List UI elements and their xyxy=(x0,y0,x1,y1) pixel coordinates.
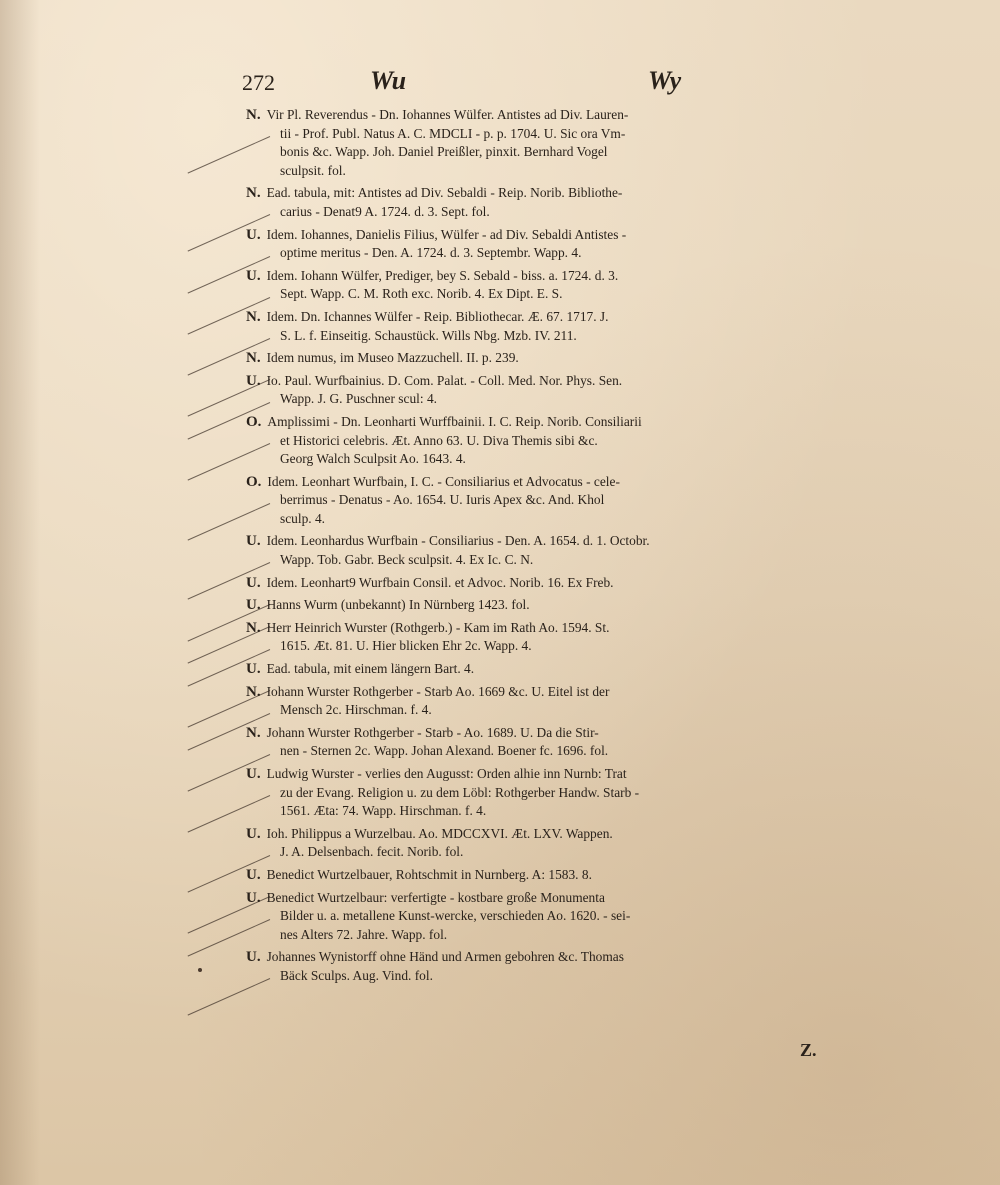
entry-text: Johannes Wynistorff ohne Händ und Armen gebohren &c. Thomas xyxy=(266,949,624,965)
entry-text: Idem. Iohannes, Danielis Filius, Wülfer - ad Div. Sebaldi Antistes - xyxy=(266,226,627,242)
entry-code: U. xyxy=(246,825,261,842)
entry-code: U. xyxy=(246,372,261,389)
entry-code: U. xyxy=(246,574,261,591)
entry-line xyxy=(246,574,826,593)
entry-code: N. xyxy=(246,308,261,325)
entry-line xyxy=(246,372,826,391)
entry-text: optime meritus - Den. A. 1724. d. 3. Septembr. Wapp. 4. xyxy=(280,245,582,261)
entry-line xyxy=(246,967,826,986)
entry-text: Idem. Dn. Ichannes Wülfer - Reip. Bibliothecar. Æ. 67. 1717. J. xyxy=(266,308,609,324)
page-number: 272 xyxy=(242,70,275,95)
entry-line xyxy=(246,143,826,162)
entry-text: 1615. Æt. 81. U. Hier blicken Ehr 2c. Wapp. 4. xyxy=(280,638,532,654)
entry-text: et Historici celebris. Æt. Anno 63. U. Diva Themis sibi &c. xyxy=(280,432,598,448)
entry-text: Vir Pl. Reverendus - Dn. Iohannes Wülfer. Antistes ad Div. Lauren- xyxy=(266,107,629,122)
entry-line xyxy=(246,432,826,451)
entry-code: U. xyxy=(246,949,261,966)
entry-text: S. L. f. Einseitig. Schaustück. Wills Nbg. Mzb. IV. 211. xyxy=(280,327,577,343)
entry-code: N. xyxy=(246,185,261,202)
entry-line xyxy=(246,308,826,327)
entry-code: U. xyxy=(246,889,261,906)
entry-code: U. xyxy=(246,766,261,782)
entry-code: U. xyxy=(246,267,261,284)
catalog-entry xyxy=(246,413,826,469)
entry-text: 1561. Æta: 74. Wapp. Hirschman. f. 4. xyxy=(280,803,487,819)
entry-code: U. xyxy=(246,866,261,883)
entry-text: tii - Prof. Publ. Natus A. C. MDCLI - p. p. 1704. U. Sic ora Vm- xyxy=(280,125,626,141)
entry-line xyxy=(246,551,826,570)
entry-line xyxy=(246,619,826,638)
entry-text: Benedict Wurtzelbaur: verfertigte - kostbare große Monumenta xyxy=(266,889,605,905)
entry-text: Ludwig Wurster - verlies den Augusst: Orden alhie inn Nurnb: Trat xyxy=(266,766,627,781)
catalog-entry xyxy=(246,619,826,656)
catalog-entry xyxy=(246,184,826,221)
entry-text: Benedict Wurtzelbauer, Rohtschmit in Nurnberg. A: 1583. 8. xyxy=(266,866,592,882)
entry-line xyxy=(246,825,826,844)
catalog-entry xyxy=(246,226,826,263)
entry-text: J. A. Delsenbach. fecit. Norib. fol. xyxy=(280,844,464,860)
catalog-entry xyxy=(246,574,826,593)
entry-line xyxy=(246,327,826,346)
catalog-entry xyxy=(246,825,826,862)
entry-line xyxy=(246,285,826,304)
catalog-entry xyxy=(246,765,826,821)
entry-line xyxy=(246,907,826,926)
entry-text: Idem. Iohann Wülfer, Prediger, bey S. Sebald - biss. a. 1724. d. 3. xyxy=(266,267,619,283)
entry-line xyxy=(246,267,826,286)
entry-line xyxy=(246,390,826,409)
entry-line xyxy=(246,802,826,821)
entry-line xyxy=(246,510,826,529)
entry-code: U. xyxy=(246,661,261,678)
entry-code: U. xyxy=(246,533,261,550)
entry-line xyxy=(246,866,826,885)
entry-line xyxy=(246,244,826,263)
entry-line xyxy=(246,784,826,803)
entry-text: Wapp. J. G. Puschner scul: 4. xyxy=(280,391,437,407)
entry-line xyxy=(246,473,826,492)
entry-text: carius - Denat9 A. 1724. d. 3. Sept. fol. xyxy=(280,203,490,219)
catalog-entry xyxy=(246,349,826,368)
entry-text: Sept. Wapp. C. M. Roth exc. Norib. 4. Ex Dipt. E. S. xyxy=(280,286,563,302)
ink-dot xyxy=(198,968,202,972)
entry-code: U. xyxy=(246,597,261,614)
catalog-entry xyxy=(246,596,826,615)
catalog-entry xyxy=(246,473,826,529)
entry-text: Idem. Leonhart9 Wurfbain Consil. et Advoc. Norib. 16. Ex Freb. xyxy=(266,574,614,590)
entry-code: U. xyxy=(246,226,261,243)
entry-line xyxy=(246,742,826,761)
entry-code: N. xyxy=(246,683,261,700)
catalog-entry xyxy=(246,106,826,180)
entry-text: Idem. Leonhart Wurfbain, I. C. - Consiliarius et Advocatus - cele- xyxy=(267,473,620,489)
catalog-entry xyxy=(246,532,826,569)
entry-line xyxy=(246,491,826,510)
catalog-entries xyxy=(246,106,826,990)
catalog-entry xyxy=(246,724,826,761)
catalog-entry xyxy=(246,948,826,985)
entry-text: Bäck Sculps. Aug. Vind. fol. xyxy=(280,967,433,983)
entry-text: Ead. tabula, mit einem längern Bart. 4. xyxy=(266,661,475,677)
entry-line xyxy=(246,843,826,862)
entry-text: Iohann Wurster Rothgerber - Starb Ao. 1669 &c. U. Eitel ist der xyxy=(266,683,610,699)
catalog-entry xyxy=(246,372,826,409)
catalog-entry xyxy=(246,267,826,304)
entry-code: O. xyxy=(246,413,262,430)
page-header xyxy=(242,66,802,98)
entry-text: Idem numus, im Museo Mazzuchell. II. p. 239. xyxy=(266,350,519,366)
catalog-entry xyxy=(246,660,826,679)
entry-line xyxy=(246,948,826,967)
entry-line xyxy=(246,701,826,720)
entry-line xyxy=(246,660,826,679)
entry-text: Georg Walch Sculpsit Ao. 1643. 4. xyxy=(280,451,466,467)
entry-text: Idem. Leonhardus Wurfbain - Consiliarius - Den. A. 1654. d. 1. Octobr. xyxy=(266,533,650,549)
catalog-entry xyxy=(246,683,826,720)
catalog-entry xyxy=(246,308,826,345)
entry-text: Herr Heinrich Wurster (Rothgerb.) - Kam im Rath Ao. 1594. St. xyxy=(266,619,610,635)
entry-line xyxy=(246,349,826,368)
entry-text: bonis &c. Wapp. Joh. Daniel Preißler, pinxit. Bernhard Vogel xyxy=(280,144,608,160)
entry-text: Io. Paul. Wurfbainius. D. Com. Palat. - Coll. Med. Nor. Phys. Sen. xyxy=(266,372,623,388)
entry-line xyxy=(246,532,826,551)
entry-text: Hanns Wurm (unbekannt) In Nürnberg 1423. fol. xyxy=(266,597,530,613)
catalog-entry xyxy=(246,866,826,885)
entry-text: Johann Wurster Rothgerber - Starb - Ao. 1689. U. Da die Stir- xyxy=(266,724,599,740)
entry-line xyxy=(246,765,826,784)
entry-code: N. xyxy=(246,619,261,636)
entry-line xyxy=(246,724,826,743)
pen-mark xyxy=(188,978,271,1016)
entry-code: N. xyxy=(246,724,261,741)
entry-text: Mensch 2c. Hirschman. f. 4. xyxy=(280,702,432,718)
entry-line xyxy=(246,450,826,469)
entry-text: Bilder u. a. metallene Kunst-wercke, verschieden Ao. 1620. - sei- xyxy=(280,908,631,924)
entry-line xyxy=(246,683,826,702)
entry-line xyxy=(246,184,826,203)
catalog-entry xyxy=(246,889,826,945)
catchword: Z. xyxy=(800,1040,817,1060)
entry-line xyxy=(246,106,826,125)
entry-code: O. xyxy=(246,473,262,490)
entry-text: berrimus - Denatus - Ao. 1654. U. Iuris Apex &c. And. Khol xyxy=(280,492,605,508)
entry-code: N. xyxy=(246,350,261,367)
entry-line xyxy=(246,637,826,656)
entry-text: Ead. tabula, mit: Antistes ad Div. Sebaldi - Reip. Norib. Bibliothe- xyxy=(266,185,623,201)
entry-text: zu der Evang. Religion u. zu dem Löbl: Rothgerber Handw. Starb - xyxy=(280,784,640,800)
entry-line xyxy=(246,889,826,908)
entry-line xyxy=(246,226,826,245)
entry-text: sculp. 4. xyxy=(280,510,326,526)
running-head-right: Wy xyxy=(648,66,682,95)
entry-text: Amplissimi - Dn. Leonharti Wurffbainii. I. C. Reip. Norib. Consiliarii xyxy=(267,413,642,429)
entry-line xyxy=(246,203,826,222)
entry-line xyxy=(246,413,826,432)
entry-line xyxy=(246,125,826,144)
entry-text: Wapp. Tob. Gabr. Beck sculpsit. 4. Ex Ic. C. N. xyxy=(280,552,534,568)
entry-code: N. xyxy=(246,107,261,123)
entry-line xyxy=(246,926,826,945)
entry-text: Ioh. Philippus a Wurzelbau. Ao. MDCCXVI. Æt. LXV. Wappen. xyxy=(266,825,613,841)
running-head-left: Wu xyxy=(370,66,407,95)
entry-text: nes Alters 72. Jahre. Wapp. fol. xyxy=(280,926,448,942)
entry-line xyxy=(246,596,826,615)
entry-text: nen - Sternen 2c. Wapp. Johan Alexand. Boener fc. 1696. fol. xyxy=(280,743,609,759)
entry-line xyxy=(246,162,826,181)
entry-text: sculpsit. fol. xyxy=(280,162,346,178)
